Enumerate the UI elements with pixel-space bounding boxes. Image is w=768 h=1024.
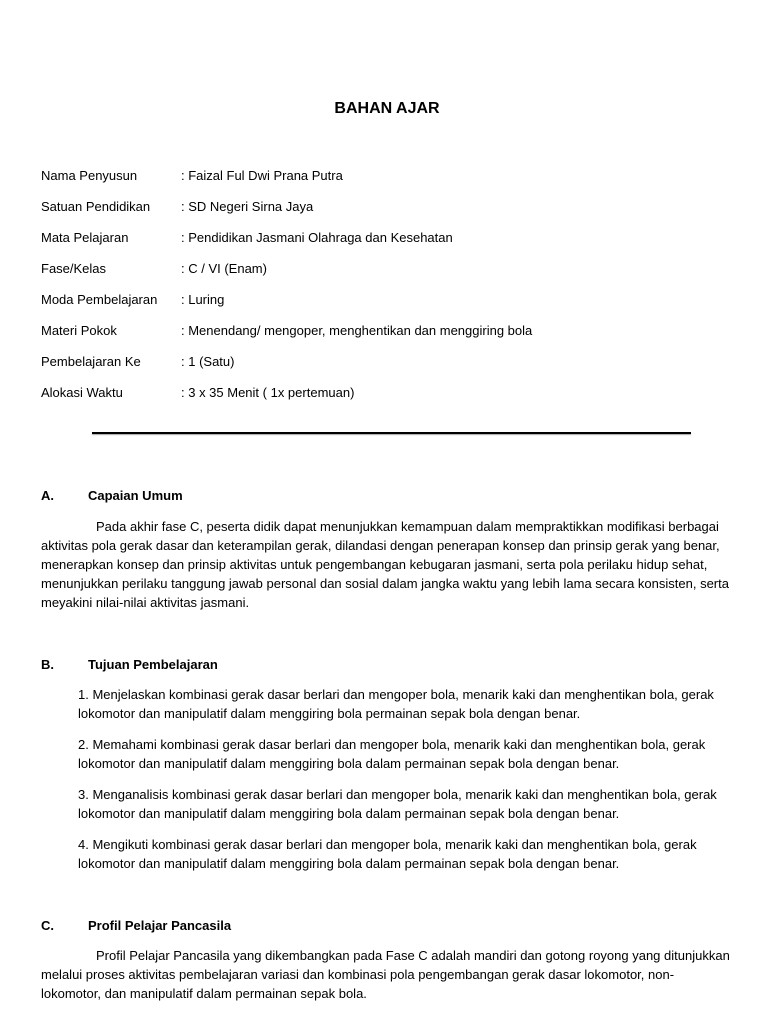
info-value: : C / VI (Enam) [181, 261, 267, 276]
info-row [41, 321, 532, 352]
section-title: Tujuan Pembelajaran [88, 657, 218, 672]
info-row [41, 383, 532, 414]
list-item: 4. Mengikuti kombinasi gerak dasar berlari dan mengoper bola, menarik kaki dan menghentikan bola, gerak lokomotor dan manipulatif dalam menggiring bola dalam permainan sepak bola dengan benar. [78, 837, 697, 871]
section-letter: B. [41, 657, 54, 672]
list-item: 3. Menganalisis kombinasi gerak dasar berlari dan mengoper bola, menarik kaki dan menghentikan bola, gerak lokomotor dan manipulatif dalam menggiring bola dalam permainan sepak bola dengan benar. [78, 787, 717, 821]
info-label: Moda Pembelajaran [41, 292, 158, 307]
info-label: Mata Pelajaran [41, 230, 129, 245]
info-value: : SD Negeri Sirna Jaya [181, 199, 314, 214]
info-label: Nama Penyusun [41, 168, 138, 183]
section-a-paragraph: Pada akhir fase C, peserta didik dapat menunjukkan kemampuan dalam mempraktikkan modifikasi berbagai aktivitas pola gerak dasar dan keterampilan gerak, dilandasi dengan penerapan konsep dan prinsip gerak yang benar, menerapkan konsep dan prinsip aktivitas untuk pengembangan kebugaran jasmani, serta pola perilaku hidup sehat, menunjukkan perilaku tanggung jawab personal dan sosial dalam jangka waktu yang lebih lama secara konsisten, serta meyakini nilai-nilai aktivitas jasmani. [41, 519, 729, 610]
info-row [41, 352, 532, 383]
section-c-paragraph: Profil Pelajar Pancasila yang dikembangkan pada Fase C adalah mandiri dan gotong royong yang ditunjukkan melalui proses aktivitas pembelajaran variasi dan kombinasi pola pengembangan gerak dasar lokomotor, non-lokomotor, dan manipulatif dalam permainan sepak bola. [41, 948, 730, 1001]
info-value: : Faizal Ful Dwi Prana Putra [181, 168, 343, 183]
info-label: Materi Pokok [41, 323, 117, 338]
info-label: Satuan Pendidikan [41, 199, 151, 214]
objectives-list [78, 685, 728, 885]
info-label: Alokasi Waktu [41, 385, 123, 400]
section-title: Profil Pelajar Pancasila [88, 918, 232, 933]
info-value: : Pendidikan Jasmani Olahraga dan Kesehatan [181, 230, 453, 245]
list-item: 1. Menjelaskan kombinasi gerak dasar berlari dan mengoper bola, menarik kaki dan menghentikan bola, gerak lokomotor dan manipulatif dalam menggiring bola permainan sepak bola dengan benar. [78, 687, 714, 721]
info-label: Fase/Kelas [41, 261, 107, 276]
info-table [41, 166, 532, 414]
section-a-heading [41, 486, 183, 505]
section-title: Capaian Umum [88, 488, 183, 503]
horizontal-divider [92, 432, 691, 434]
list-item: 2. Memahami kombinasi gerak dasar berlari dan mengoper bola, menarik kaki dan menghentikan bola, gerak lokomotor dan manipulatif dalam menggiring bola dalam permainan sepak bola dengan benar. [78, 737, 706, 771]
section-c-heading [41, 916, 231, 935]
info-value: : 1 (Satu) [181, 354, 235, 369]
section-b-heading [41, 655, 218, 674]
info-row [41, 290, 532, 321]
info-row [41, 259, 532, 290]
info-value: : Menendang/ mengoper, menghentikan dan menggiring bola [181, 323, 533, 338]
info-label: Pembelajaran Ke [41, 354, 141, 369]
page-title: BAHAN AJAR [334, 100, 440, 117]
section-letter: A. [41, 488, 54, 503]
info-row [41, 228, 532, 259]
info-value: : Luring [181, 292, 225, 307]
section-letter: C. [41, 918, 54, 933]
info-row [41, 166, 532, 197]
info-value: : 3 x 35 Menit ( 1x pertemuan) [181, 385, 355, 400]
info-row [41, 197, 532, 228]
